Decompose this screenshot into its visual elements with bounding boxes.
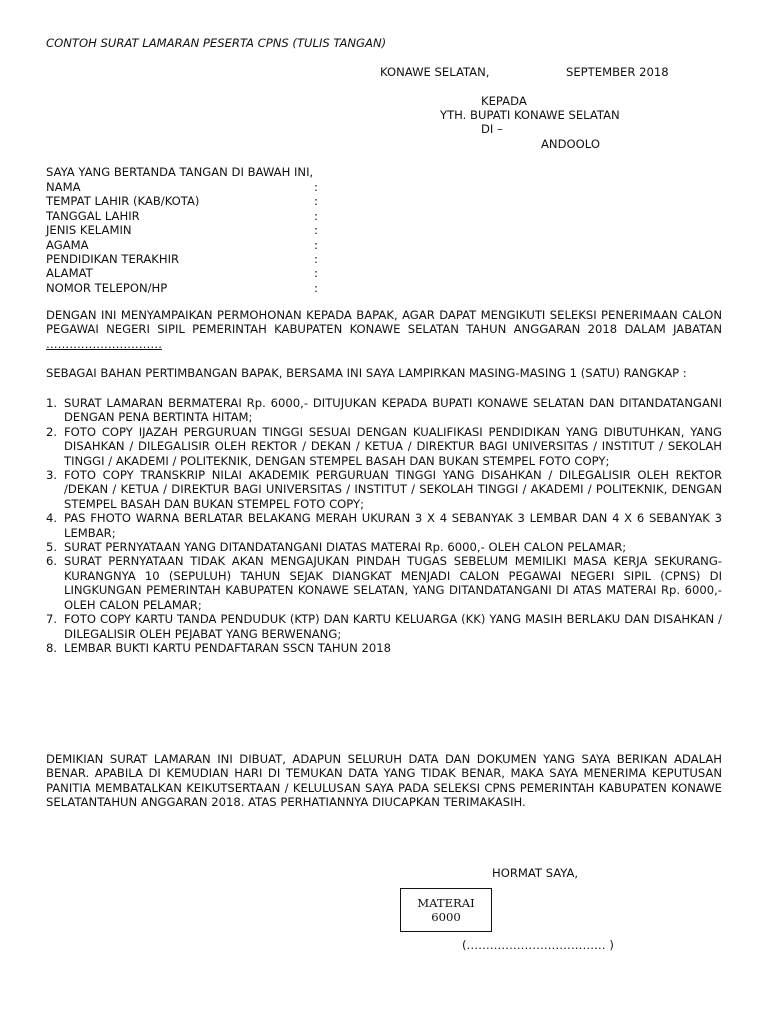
closing-paragraph: DEMIKIAN SURAT LAMARAN INI DIBUAT, ADAPUN SELURUH DATA DAN DOKUMEN YANG SAYA BERIKAN ADALAH BENAR. APABILA DI KEMUDIAN HARI DI TEMUKAN DATA YANG TIDAK BENAR, MAKA SAYA MENERIMA KEPUTUSAN PANITIA MEMBATALKAN KEIKUTSERTAAN / KELULUSAN SAYA PADA SELEKSI CPNS PEMERINTAH KABUPATEN KONAWE SELATANTAHUN ANGGARAN 2018. ATAS PERHATIANNYA DIUCAPKAN TERIMAKASIH. — [46, 752, 722, 810]
request-paragraph — [46, 308, 722, 351]
list-number: 2. — [46, 424, 58, 439]
field-row-phone — [46, 281, 346, 295]
list-item — [46, 554, 722, 612]
field-colon: : — [314, 280, 318, 295]
list-item — [46, 540, 722, 554]
recipient-line-3: DI – — [481, 122, 503, 136]
field-label: NOMOR TELEPON/HP — [46, 280, 168, 295]
attachments-intro: SEBAGAI BAHAN PERTIMBANGAN BAPAK, BERSAMA INI SAYA LAMPIRKAN MASING-MASING 1 (SATU) RANGKAP : — [46, 366, 687, 380]
list-text: FOTO COPY IJAZAH PERGURUAN TINGGI SESUAI DENGAN KUALIFIKASI PENDIDIKAN YANG DIBUTUHKAN, YANG DISAHKAN / DILEGALISIR OLEH REKTOR / DEKAN / KETUA / DIREKTUR BAGI UNIVERSITAS / INSTITUT / SEKOLAH TINGGI / AKADEMI / POLITEKNIK, DENGAN STEMPEL BASAH DAN BUKAN STEMPEL FOTO COPY; — [64, 424, 722, 468]
list-number: 5. — [46, 540, 58, 555]
recipient-line-4: ANDOOLO — [541, 137, 600, 151]
stamp-line-2: 6000 — [431, 910, 461, 924]
field-label: ALAMAT — [46, 266, 93, 281]
list-text: FOTO COPY TRANSKRIP NILAI AKADEMIK PERGURUAN TINGGI YANG DISAHKAN / DILEGALISIR OLEH REKTOR /DEKAN / KETUA / DIREKTUR BAGI UNIVERSITAS / INSTITUT / SEKOLAH TINGGI / AKADEMI / POLITEKNIK, DENGAN STEMPEL BASAH DAN BUKAN STEMPEL FOTO COPY; — [64, 468, 722, 511]
field-row-name — [46, 180, 346, 194]
list-number: 3. — [46, 468, 58, 483]
list-number: 8. — [46, 640, 58, 655]
list-item — [46, 468, 722, 511]
field-colon: : — [314, 180, 318, 194]
list-number: 7. — [46, 612, 58, 627]
signature-greeting: HORMAT SAYA, — [492, 866, 579, 880]
field-colon: : — [314, 266, 318, 281]
field-row-birthplace — [46, 194, 346, 208]
list-text: FOTO COPY KARTU TANDA PENDUDUK (KTP) DAN KARTU KELUARGA (KK) YANG MASIH BERLAKU DAN DISAHKAN / DILEGALISIR OLEH PEJABAT YANG BERWENANG; — [64, 612, 722, 641]
field-colon: : — [314, 223, 318, 238]
list-item — [46, 612, 722, 641]
recipient-line-1: KEPADA — [481, 94, 527, 108]
field-row-address — [46, 266, 346, 280]
field-row-birthdate — [46, 209, 346, 223]
field-colon: : — [314, 251, 318, 266]
list-text: SURAT PERNYATAAN TIDAK AKAN MENGAJUKAN PINDAH TUGAS SEBELUM MEMILIKI MASA KERJA SEKURANG-KURANGNYA 10 (SEPULUH) TAHUN SEJAK DIANGKAT MENJADI CALON PEGAWAI NEGERI SIPIL (CPNS) DI LINGKUNGAN PEMERINTAH KABUPATEN KONAWE SELATAN, YANG DITANDATANGANI DI ATAS MATERAI Rp. 6000,- OLEH CALON PELAMAR; — [64, 554, 722, 612]
field-label: TANGGAL LAHIR — [46, 208, 140, 223]
field-label: TEMPAT LAHIR (KAB/KOTA) — [46, 194, 200, 209]
letter-title: CONTOH SURAT LAMARAN PESERTA CPNS (TULIS TANGAN) — [46, 36, 387, 50]
list-text: SURAT PERNYATAAN YANG DITANDATANGANI DIATAS MATERAI Rp. 6000,- OLEH CALON PELAMAR; — [64, 540, 627, 555]
recipient-line-2: YTH. BUPATI KONAWE SELATAN — [440, 108, 620, 122]
field-label: AGAMA — [46, 237, 89, 252]
field-row-religion — [46, 238, 346, 252]
position-blank: ………………………… — [46, 336, 162, 351]
list-item — [46, 641, 722, 655]
field-row-education — [46, 252, 346, 266]
list-item — [46, 511, 722, 540]
field-row-gender — [46, 223, 346, 237]
letter-place: KONAWE SELATAN, — [380, 65, 490, 79]
personal-data-fields — [46, 180, 346, 295]
list-item — [46, 425, 722, 468]
list-number: 6. — [46, 554, 58, 569]
attachments-list — [46, 396, 722, 655]
materai-stamp-box — [400, 888, 492, 932]
field-label: JENIS KELAMIN — [46, 223, 132, 238]
list-number: 4. — [46, 511, 58, 526]
list-text: LEMBAR BUKTI KARTU PENDAFTARAN SSCN TAHUN 2018 — [64, 640, 391, 655]
letter-date: SEPTEMBER 2018 — [566, 65, 669, 79]
list-text: PAS FHOTO WARNA BERLATAR BELAKANG MERAH UKURAN 3 X 4 SEBANYAK 3 LEMBAR DAN 4 X 6 SEBANYAK 3 LEMBAR; — [64, 511, 722, 540]
list-number: 1. — [46, 396, 58, 410]
list-text: SURAT LAMARAN BERMATERAI Rp. 6000,- DITUJUKAN KEPADA BUPATI KONAWE SELATAN DAN DITANDATANGANI DENGAN PENA BERTINTA HITAM; — [64, 396, 722, 425]
field-colon: : — [314, 237, 318, 252]
field-colon: : — [314, 208, 318, 223]
request-text: DENGAN INI MENYAMPAIKAN PERMOHONAN KEPADA BAPAK, AGAR DAPAT MENGIKUTI SELEKSI PENERIMAAN CALON PEGAWAI NEGERI SIPIL PEMERINTAH KABUPATEN KONAWE SELATAN TAHUN ANGGARAN 2018 DALAM JABATAN — [46, 308, 722, 337]
field-label: NAMA — [46, 180, 81, 194]
intro-line: SAYA YANG BERTANDA TANGAN DI BAWAH INI, — [46, 165, 314, 179]
stamp-line-1: MATERAI — [417, 896, 475, 910]
list-item — [46, 396, 722, 425]
signature-name-blank: (……………………………… ) — [462, 938, 614, 952]
field-label: PENDIDIKAN TERAKHIR — [46, 251, 180, 266]
field-colon: : — [314, 194, 318, 209]
